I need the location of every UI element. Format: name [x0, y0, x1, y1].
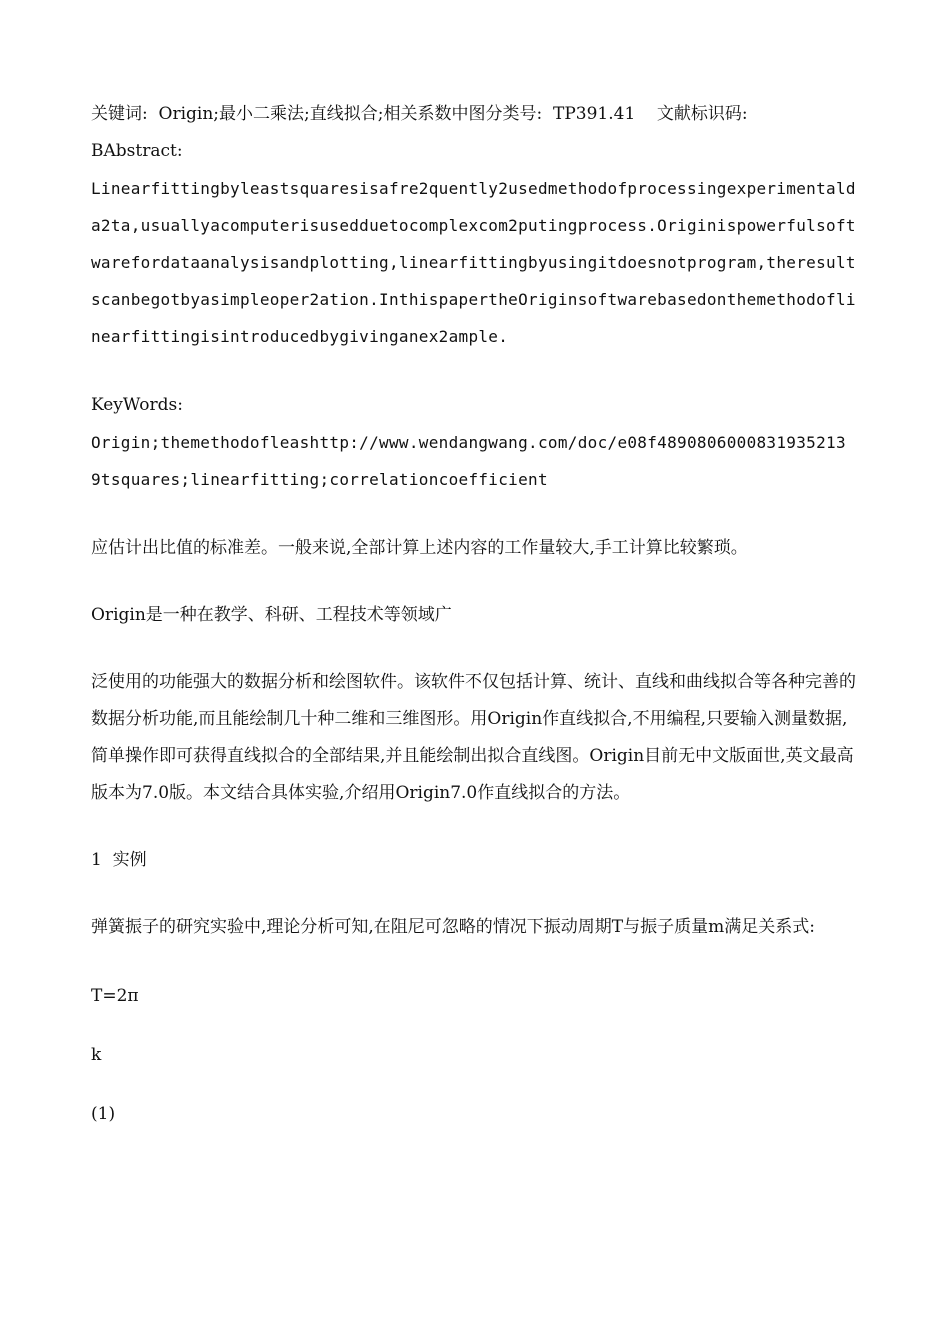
formula-line-1: T=2π [91, 986, 139, 1006]
paragraph-origin-intro: Origin是一种在教学、科研、工程技术等领域广 [91, 605, 452, 625]
formula-number: (1) [91, 1104, 116, 1124]
paragraph-standard-deviation: 应估计出比值的标准差。一般来说,全部计算上述内容的工作量较大,手工计算比较繁琐。 [91, 538, 748, 558]
formula-line-2: k [91, 1045, 102, 1065]
abstract-body: Linearfittingbyleastsquaresisafre2quently2usedmethodofprocessingexperimentalda2ta,usuallyacomputerisusedduetocomplexcom2putingprocess.Originispowerfulsoftwarefordataanalysisandplotting,linearfittingbyusingitdoesnotprogram,theresultscanbegotbyasimpleoper2ation.InthispapertheOriginsoftwarebasedonthemethodoflinearfittingisintroducedbygivinganex2ample. [91, 179, 856, 346]
paragraph-origin-features: 泛使用的功能强大的数据分析和绘图软件。该软件不仅包括计算、统计、直线和曲线拟合等各种完善的数据分析功能,而且能绘制几十种二维和三维图形。用Origin作直线拟合,不用编程,只要输入测量数据,简单操作即可获得直线拟合的全部结果,并且能绘制出拟合直线图。Origin目前无中文版面世,英文最高版本为7.0版。本文结合具体实验,介绍用Origin7.0作直线拟合的方法。 [91, 672, 856, 803]
section-heading: 1 实例 [91, 850, 147, 870]
english-keywords-body: Origin;themethodofleashttp://www.wendangwang.com/doc/e08f4890806000831935213 9tsquares;linearfitting;correlationcoefficient [91, 433, 856, 489]
chinese-keywords-line: 关键词: Origin;最小二乘法;直线拟合;相关系数中图分类号: TP391.41 文献标识码: [91, 104, 748, 124]
abstract-heading: BAbstract: [91, 141, 183, 161]
paragraph-spring-oscillator: 弹簧振子的研究实验中,理论分析可知,在阻尼可忽略的情况下振动周期T与振子质量m满足关系式: [91, 917, 815, 937]
english-keywords-heading: KeyWords: [91, 395, 183, 415]
document-page [91, 96, 861, 1133]
